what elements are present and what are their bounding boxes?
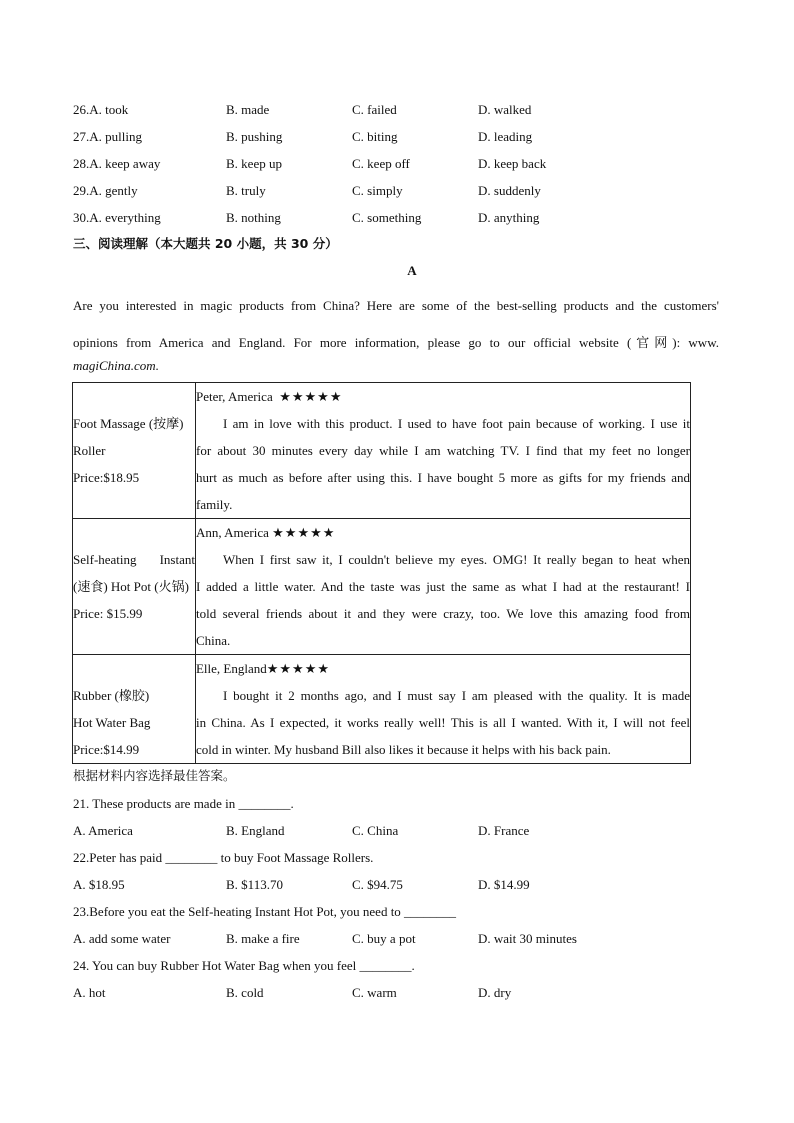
section-title: 三、阅读理解（本大题共 20 小题，共 30 分） [73,236,338,251]
option-a: A. $18.95 [73,877,125,892]
option-a: 29.A. gently [73,183,138,198]
option-a: A. hot [73,985,106,1000]
option-b: B. cold [226,985,264,1000]
option-c: C. buy a pot [352,931,416,946]
product-row [73,655,691,764]
review-line: in China. As I expected, it works really well! This is all I wanted. With it, I will not feel [195,715,690,730]
product-name: Rubber (橡胶) [73,688,150,703]
option-c: C. failed [352,102,397,117]
review-line: When I first saw it, I couldn't believe my eyes. OMG! It really began to heat when [222,552,690,567]
option-d: D. France [478,823,530,838]
review-line: told several friends about it and they were crazy, too. We love this amazing food from [195,606,690,621]
review-line: cold in winter. My husband Bill also likes it because it helps with his back pain. [195,742,611,757]
product-price: Price:$14.99 [73,742,140,757]
products-table [72,382,691,764]
review-line: I bought it 2 months ago, and I must say I am pleased with the quality. It is made [222,688,690,703]
rating-stars: ★★★★★ [279,389,343,404]
option-b: B. England [226,823,285,838]
product-name-cell [73,655,196,764]
option-c: C. biting [352,129,398,144]
product-price: Price: $15.99 [73,606,143,621]
website-text: magiChina.com. [73,358,159,373]
option-c: C. $94.75 [352,877,403,892]
review-line: hurt as much as before after using this. I have bought 5 more as gifts for my friends and [195,470,690,485]
product-row [73,383,691,519]
instruction-text: 根据材料内容选择最佳答案。 [73,768,236,783]
reviewer-name: Elle, England [195,661,267,676]
option-c: C. keep off [352,156,410,171]
option-c: C. something [352,210,422,225]
option-d: D. anything [478,210,540,225]
option-c: C. China [352,823,399,838]
reviewer-name: Ann, America [195,525,269,540]
reviewer-name: Peter, America [195,389,273,404]
option-a: A. America [73,823,133,838]
passage-title: A [407,263,417,278]
review-line: I added a little water. And the taste was just the same as what I had at the restaurant! I [195,579,690,594]
option-c: C. warm [352,985,397,1000]
intro-line: opinions from America and England. For more information, please go to our official website (官网): www. [73,335,719,350]
option-d: D. keep back [478,156,547,171]
option-b: B. make a fire [226,931,300,946]
review-cell [195,655,690,764]
product-name: Foot Massage (按摩) [73,416,184,431]
option-d: D. dry [478,985,512,1000]
review-cell [195,383,690,519]
question-stem: 21. These products are made in ________. [73,796,294,811]
rating-stars: ★★★★★ [266,661,331,676]
option-b: B. made [226,102,270,117]
option-a: 30.A. everything [73,210,161,225]
review-line: for about 30 minutes every day while I am watching TV. I find that my feet no longer [195,443,690,458]
option-c: C. simply [352,183,403,198]
option-b: B. truly [226,183,266,198]
option-d: D. suddenly [478,183,541,198]
option-a: 26.A. took [73,102,129,117]
question-stem: 24. You can buy Rubber Hot Water Bag when you feel ________. [73,958,415,973]
product-price: Price:$18.95 [73,470,140,485]
option-b: B. nothing [226,210,281,225]
product-name-cell [73,383,196,519]
option-d: D. walked [478,102,532,117]
review-cell [195,519,690,655]
option-d: D. leading [478,129,533,144]
review-line: I am in love with this product. I used to have foot pain because of working. I use it [222,416,690,431]
rating-stars: ★★★★★ [272,525,336,540]
question-stem: 23.Before you eat the Self-heating Instant Hot Pot, you need to ________ [73,904,457,919]
question-stem: 22.Peter has paid ________ to buy Foot Massage Rollers. [73,850,374,865]
option-b: B. pushing [226,129,283,144]
option-d: D. $14.99 [478,877,530,892]
option-b: B. $113.70 [226,877,283,892]
option-a: 28.A. keep away [73,156,161,171]
option-d: D. wait 30 minutes [478,931,577,946]
product-name: Hot Water Bag [73,715,151,730]
option-a: A. add some water [73,931,171,946]
product-name-cell [73,519,196,655]
review-line: China. [195,633,231,648]
product-name: Roller [73,443,106,458]
review-line: family. [195,497,233,512]
product-row [73,519,691,655]
option-b: B. keep up [226,156,282,171]
intro-line: Are you interested in magic products from China? Here are some of the best-selling products and the customers' [73,298,719,313]
option-a: 27.A. pulling [73,129,142,144]
product-name: Self-heating Instant [73,552,195,567]
product-name: (速食) Hot Pot (火锅) [73,579,189,594]
